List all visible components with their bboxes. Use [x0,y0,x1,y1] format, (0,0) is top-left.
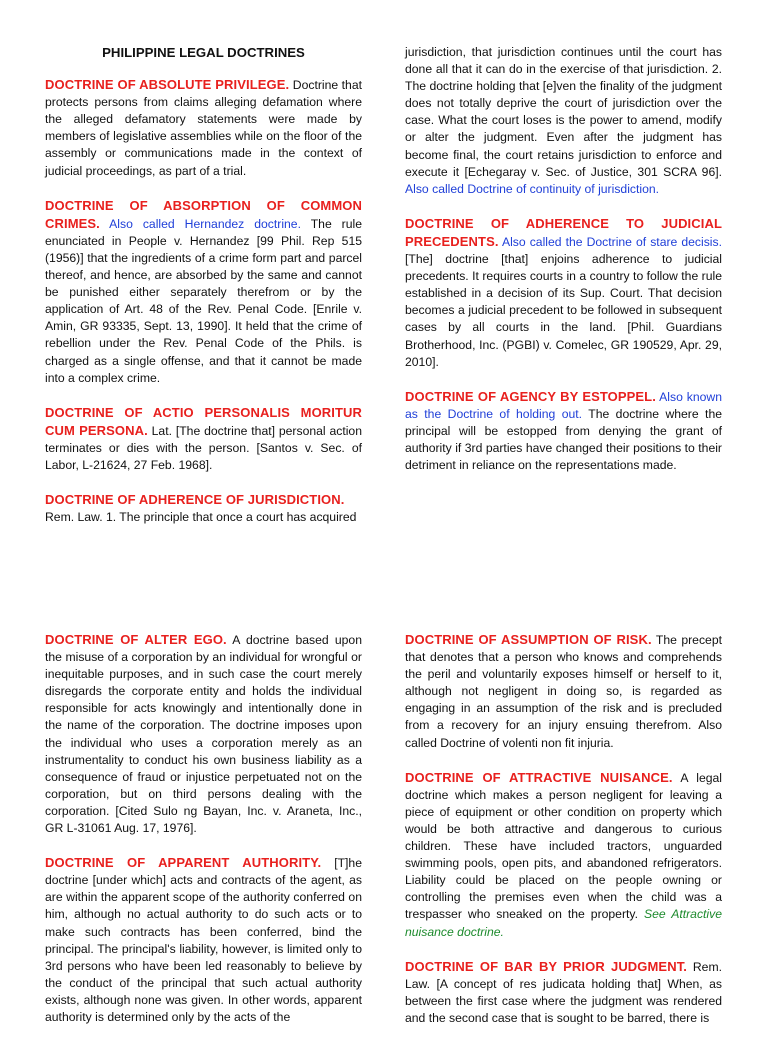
entry-absolute-privilege [45,76,362,180]
entry-body: Lat. [The doctrine that] personal action terminates or dies with the person. [Santos v. Sec. of Labor, L-21624, 27 Feb. 1968]. [45,423,362,472]
entry-heading: DOCTRINE OF ADHERENCE TO JUDICIAL PRECEDENTS. [405,215,722,249]
column-top-right [405,44,722,491]
entry-body: A legal doctrine which makes a person negligent for leaving a piece of equipment or other condition on property which would be both attractive and dangerous to curious children. These have included tractors, unguarded swimming pools, open pits, and abandoned refrigerators. Liability could be placed on the people owning or controlling the premises even when the child was a trespasser who sneaked on the property. [405,770,722,922]
entry-heading: DOCTRINE OF AGENCY BY ESTOPPEL. [405,388,656,404]
entry-heading: DOCTRINE OF ALTER EGO. [45,632,227,647]
entry-body: The precept that denotes that a person who knows and comprehends the peril and voluntarily exposes himself or herself to it, although not negligent in doing so, is regarded as engaging in an assumption of the risk and is precluded from a recovery for an injury ensuing therefrom. Also called Doctrine of volenti non fit injuria. [405,633,722,750]
entry-body: The doctrine where the principal will be estopped from denying the grant of authority if 3rd parties have changed their positions to their detriment in reliance on the representations made. [405,406,722,473]
entry-body: Doctrine that protects persons from claims alleging defamation where the alleged defamatory statements were made by members of legislative assemblies while on the floor of the assembly or communications made in the context of judicial proceedings, as part of a trial. [45,78,362,178]
column-bottom-right [405,631,722,1044]
entry-adherence-judicial-precedents [405,215,722,371]
entry-assumption-of-risk [405,631,722,752]
entry-heading: DOCTRINE OF ABSOLUTE PRIVILEGE. [45,77,290,93]
entry-bar-by-prior-judgment [405,958,722,1027]
entry-heading: DOCTRINE OF ATTRACTIVE NUISANCE. [405,769,673,785]
entry-actio-personalis [45,404,362,474]
entry-agency-by-estoppel [405,388,722,474]
entry-adherence-jurisdiction-start [45,491,362,526]
page-title: PHILIPPINE LEGAL DOCTRINES [102,45,305,60]
entry-heading: DOCTRINE OF APPARENT AUTHORITY. [45,855,322,871]
entry-aka: Also called the Doctrine of stare decisis. [501,234,722,249]
entry-heading: DOCTRINE OF ACTIO PERSONALIS MORITUR CUM PERSONA. [45,404,362,438]
entry-alter-ego [45,631,362,837]
entry-adherence-jurisdiction-continued [405,44,722,198]
entry-apparent-authority [45,854,362,1026]
entry-body-part-1: Rem. Law. 1. The principle that once a court has acquired [45,510,357,525]
entry-see-also: See Attractive nuisance doctrine. [405,907,723,939]
entry-aka: Also called Hernandez doctrine. [109,216,301,231]
entry-heading: DOCTRINE OF BAR BY PRIOR JUDGMENT. [405,958,688,974]
entry-heading: DOCTRINE OF ADHERENCE OF JURISDICTION. [45,492,345,508]
entry-heading: DOCTRINE OF ABSORPTION OF COMMON CRIMES. [45,197,362,231]
entry-body: [The] doctrine [that] enjoins adherence to judicial precedents. It requires courts in a country to follow the rule established in a decision of its Sup. Court. That decision becomes a judicial precedent to be followed in subsequent cases by all courts in the land. [Phil. Guardians Brotherhood, Inc. (PGBI) v. Comelec, GR 190529, Apr. 29, 2010]. [405,252,722,369]
entry-body: [T]he doctrine [under which] acts and contracts of the agent, as are within the apparent scope of the authority conferred on him, although no actual authority to do such acts or to make such contracts has been conferred, bind the principal. The principal's liability, however, is limited only to 3rd persons who have been led reasonably to believe by the conduct of the principal that such actual authority exists, although none was given. In other words, apparent authority is determined only by the acts of the [45,856,362,1024]
entry-body: Rem. Law. [A concept of res judicata holding that] When, as between the first case where the judgment was rendered and the second case that is sought to be barred, there is [405,959,722,1025]
entry-absorption-common-crimes [45,197,362,387]
entry-body: A doctrine based upon the misuse of a corporation by an individual for wrongful or inequitable purposes, and in such case the court merely disregards the corporate entity and holds the individual responsible for acts knowingly and intentionally done in the name of the corporation. The doctrine imposes upon the individual who uses a corporation merely as an instrumentality to conduct his own business liability as a consequence of fraud or injustice perpetuated not on the corporation, but on third persons dealing with the corporation. [Cited Sulo ng Bayan, Inc. v. Araneta, Inc., GR L-31061 Aug. 17, 1976]. [45,633,362,836]
column-bottom-left [45,631,362,1043]
entry-aka: Also called Doctrine of continuity of jurisdiction. [405,181,660,196]
entry-body-part-2: jurisdiction, that jurisdiction continues until the court has done all that it can do in the exercise of that jurisdiction. 2. The doctrine holding that [e]ven the finality of the judgment does not totally deprive the court of jurisdiction over the case. What the court loses is the power to amend, modify or alter the judgment. Even after the judgment has become final, the court retains jurisdiction to enforce and execute it [Echegaray v. Sec. of Justice, 301 SCRA 96]. [405,45,722,179]
entry-heading: DOCTRINE OF ASSUMPTION OF RISK. [405,632,652,647]
column-top-left [45,44,362,543]
entry-aka: Also known as the Doctrine of holding out. [405,389,722,421]
entry-attractive-nuisance [405,769,722,941]
entry-body: The rule enunciated in People v. Hernandez [99 Phil. Rep 515 (1956)] that the ingredients of a crime form part and parcel thereof, and hence, are absorbed by the same and cannot be punished either separately therefrom or by the application of Art. 48 of the Rev. Penal Code. [Enrile v. Amin, GR 93335, Sept. 13, 1990]. It held that the crime of rebellion under the Rev. Penal Code of the Phils. is charged as a single offense, and that it cannot be made into a complex crime. [45,216,363,385]
